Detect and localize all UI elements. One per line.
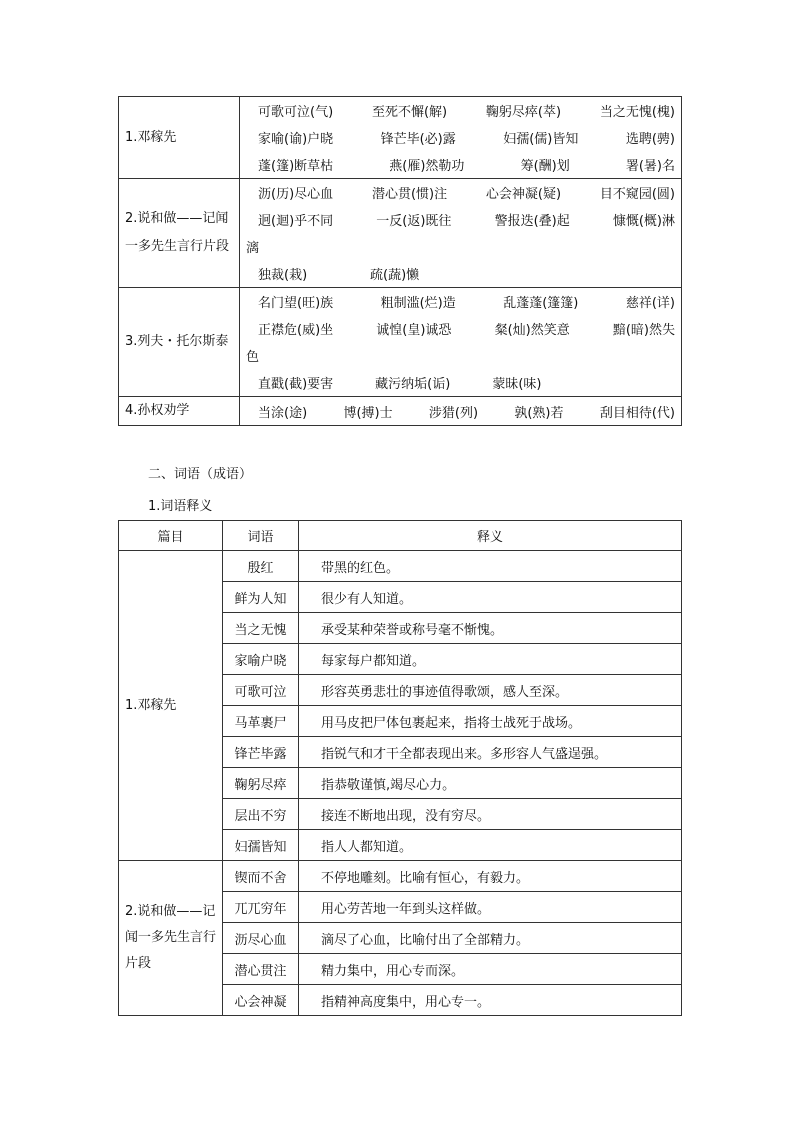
word-item: 藏污纳垢(诟) bbox=[375, 377, 451, 392]
word-line bbox=[246, 179, 675, 206]
word-item: 正襟危(威)坐 bbox=[258, 323, 334, 338]
definition-cell: 带黑的红色。 bbox=[299, 551, 682, 582]
word-item: 黯(暗)然失 bbox=[612, 323, 675, 338]
definition-cell: 很少有人知道。 bbox=[299, 582, 682, 613]
table-row bbox=[119, 551, 682, 582]
word-line bbox=[246, 369, 675, 396]
definition-cell: 用心劳苦地一年到头这样做。 bbox=[299, 892, 682, 923]
definition-cell: 精力集中，用心专而深。 bbox=[299, 954, 682, 985]
word-item: 目不窥园(圆) bbox=[599, 187, 675, 202]
word-item: 警报迭(叠)起 bbox=[494, 214, 570, 229]
word-line bbox=[246, 342, 675, 369]
word-cell: 鲜为人知 bbox=[223, 582, 299, 613]
word-cell: 马革裹尸 bbox=[223, 706, 299, 737]
table-row bbox=[119, 288, 682, 397]
word-cell: 沥尽心血 bbox=[223, 923, 299, 954]
word-item: 心会神凝(疑) bbox=[485, 187, 562, 202]
definition-cell: 指人人都知道。 bbox=[299, 830, 682, 861]
table-row bbox=[119, 861, 682, 892]
header-cell: 释义 bbox=[299, 521, 682, 551]
word-line bbox=[246, 206, 675, 233]
word-item: 鞠躬尽瘁(萃) bbox=[485, 105, 562, 120]
word-line bbox=[246, 97, 675, 124]
word-cell: 潜心贯注 bbox=[223, 954, 299, 985]
word-item: 燕(雁)然勒功 bbox=[389, 159, 465, 174]
definition-cell: 形容英勇悲壮的事迹值得歌颂，感人至深。 bbox=[299, 675, 682, 706]
word-cell: 当之无愧 bbox=[223, 613, 299, 644]
row-label: 4.孙权劝学 bbox=[119, 397, 240, 426]
word-cell: 鞠躬尽瘁 bbox=[223, 768, 299, 799]
word-item: 刮目相待(代) bbox=[599, 405, 675, 421]
row-content bbox=[240, 179, 682, 288]
word-line bbox=[246, 124, 675, 151]
table-row bbox=[119, 179, 682, 288]
table-row bbox=[119, 397, 682, 426]
definition-cell: 接连不断地出现，没有穷尽。 bbox=[299, 799, 682, 830]
word-item: 粗制滥(烂)造 bbox=[380, 296, 456, 311]
word-item: 一反(返)既往 bbox=[376, 214, 452, 229]
word-item: 博(搏)士 bbox=[343, 405, 393, 421]
word-cell: 妇孺皆知 bbox=[223, 830, 299, 861]
spelling-table bbox=[118, 96, 682, 426]
word-cell: 可歌可泣 bbox=[223, 675, 299, 706]
word-item: 涉猎(列) bbox=[428, 405, 479, 421]
word-item: 锋芒毕(必)露 bbox=[380, 132, 456, 147]
definition-table bbox=[118, 520, 682, 1016]
row-content bbox=[240, 397, 682, 426]
word-item: 至死不懈(解) bbox=[371, 105, 448, 120]
row-content bbox=[240, 288, 682, 397]
word-cell: 锋芒毕露 bbox=[223, 737, 299, 768]
category-cell: 1.邓稼先 bbox=[119, 551, 223, 861]
word-item: 独裁(栽) bbox=[258, 268, 308, 283]
table-header-row bbox=[119, 521, 682, 551]
definition-cell: 承受某种荣誉或称号毫不惭愧。 bbox=[299, 613, 682, 644]
word-line bbox=[246, 398, 675, 425]
definition-cell: 指锐气和才干全都表现出来。多形容人气盛逞强。 bbox=[299, 737, 682, 768]
word-line bbox=[246, 233, 675, 260]
definition-cell: 指恭敬谨慎,竭尽心力。 bbox=[299, 768, 682, 799]
definition-cell: 滴尽了心血，比喻付出了全部精力。 bbox=[299, 923, 682, 954]
definition-cell: 用马皮把尸体包裹起来，指将士战死于战场。 bbox=[299, 706, 682, 737]
word-item: 疏(蔬)懒 bbox=[370, 268, 420, 283]
word-item: 色 bbox=[246, 350, 260, 365]
word-item: 迥(迴)乎不同 bbox=[258, 214, 334, 229]
word-item: 慈祥(详) bbox=[625, 296, 675, 311]
word-line bbox=[246, 315, 675, 342]
word-cell: 殷红 bbox=[223, 551, 299, 582]
word-item: 家喻(谕)户晓 bbox=[258, 132, 334, 147]
word-item: 诚惶(皇)诚恐 bbox=[376, 323, 452, 338]
word-cell: 心会神凝 bbox=[223, 985, 299, 1016]
word-line bbox=[246, 151, 675, 178]
word-item: 直戳(截)要害 bbox=[258, 377, 334, 392]
word-item: 沥(历)尽心血 bbox=[258, 187, 334, 202]
row-label: 2.说和做——记闻一多先生言行片段 bbox=[119, 179, 240, 288]
word-item: 当涂(途) bbox=[258, 405, 308, 421]
definition-cell: 指精神高度集中，用心专一。 bbox=[299, 985, 682, 1016]
word-item: 蓬(篷)断草枯 bbox=[258, 159, 334, 174]
word-item: 筹(酬)划 bbox=[520, 159, 570, 174]
word-item: 署(暑)名 bbox=[625, 159, 675, 174]
word-item: 名门望(旺)族 bbox=[258, 296, 334, 311]
category-cell: 2.说和做——记闻一多先生言行片段 bbox=[119, 861, 223, 1016]
word-cell: 层出不穷 bbox=[223, 799, 299, 830]
word-item: 乱蓬蓬(篷篷) bbox=[503, 296, 579, 311]
word-line bbox=[246, 288, 675, 315]
header-cell: 词语 bbox=[223, 521, 299, 551]
word-item: 选聘(骋) bbox=[625, 132, 675, 147]
word-item: 当之无愧(槐) bbox=[599, 105, 675, 120]
word-item: 妇孺(儒)皆知 bbox=[503, 132, 579, 147]
section-heading: 二、词语（成语） bbox=[148, 467, 253, 482]
header-cell: 篇目 bbox=[119, 521, 223, 551]
definition-cell: 不停地雕刻。比喻有恒心，有毅力。 bbox=[299, 861, 682, 892]
word-item: 潜心贯(惯)注 bbox=[371, 187, 448, 202]
word-item: 孰(熟)若 bbox=[514, 405, 564, 421]
word-item: 蒙昧(味) bbox=[492, 377, 542, 392]
word-cell: 家喻户晓 bbox=[223, 644, 299, 675]
definition-cell: 每家每户都知道。 bbox=[299, 644, 682, 675]
table-row bbox=[119, 97, 682, 179]
row-content bbox=[240, 97, 682, 179]
word-line bbox=[246, 260, 675, 287]
word-item: 可歌可泣(气) bbox=[258, 105, 334, 120]
word-cell: 兀兀穷年 bbox=[223, 892, 299, 923]
word-item: 漓 bbox=[246, 241, 260, 256]
row-label: 1.邓稼先 bbox=[119, 97, 240, 179]
word-cell: 锲而不舍 bbox=[223, 861, 299, 892]
word-item: 慷慨(概)淋 bbox=[612, 214, 675, 229]
row-label: 3.列夫・托尔斯泰 bbox=[119, 288, 240, 397]
word-item: 粲(灿)然笑意 bbox=[494, 323, 570, 338]
subsection-heading: 1.词语释义 bbox=[148, 499, 213, 514]
